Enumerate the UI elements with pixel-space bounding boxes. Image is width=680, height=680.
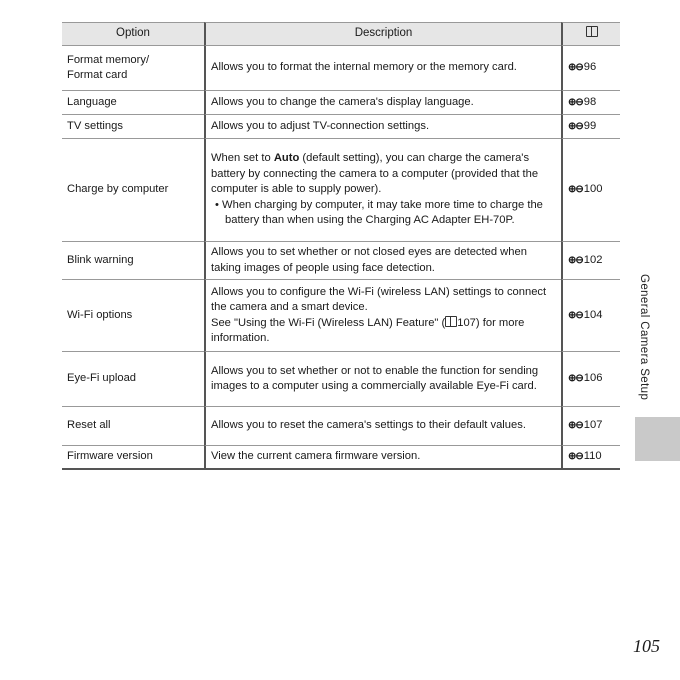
reference-section-icon: ⊕⊖: [568, 451, 583, 463]
table-header-row: [62, 22, 620, 46]
option-cell: Language: [62, 91, 204, 115]
option-cell: Format memory/ Format card: [62, 46, 204, 91]
description-cell: Allows you to set whether or not to enable the function for sending images to a computer using a commercially available Eye-Fi card.: [204, 352, 561, 407]
option-cell: Blink warning: [62, 242, 204, 280]
table-row: [62, 352, 620, 407]
option-cell: Firmware version: [67, 450, 153, 463]
table-row: [62, 139, 620, 242]
description-cell: Allows you to set whether or not closed eyes are detected when taking images of people using face detection.: [204, 242, 561, 280]
header-description: Description: [204, 22, 561, 46]
table-row: [62, 91, 620, 115]
option-cell: Reset all: [62, 407, 204, 446]
header-reference: [561, 22, 620, 46]
reference-cell: ⊕⊖99: [561, 115, 620, 139]
reference-cell: ⊕⊖100: [561, 139, 620, 242]
reference-cell: ⊕⊖110: [561, 446, 620, 468]
reference-section-icon: ⊕⊖: [568, 120, 583, 132]
reference-section-icon: ⊕⊖: [568, 62, 583, 74]
description-cell: Allows you to format the internal memory or the memory card.: [204, 46, 561, 91]
book-icon: [445, 316, 457, 327]
option-cell: Charge by computer: [62, 139, 204, 242]
reference-cell: ⊕⊖107: [561, 407, 620, 446]
reference-cell: ⊕⊖96: [561, 46, 620, 91]
reference-section-icon: ⊕⊖: [568, 309, 583, 321]
reference-section-icon: ⊕⊖: [568, 96, 583, 108]
reference-cell: ⊕⊖98: [561, 91, 620, 115]
book-icon: [586, 26, 598, 37]
reference-cell: ⊕⊖106: [561, 352, 620, 407]
table-row: [62, 115, 620, 139]
section-side-label: General Camera Setup: [638, 274, 650, 401]
reference-cell: ⊕⊖102: [561, 242, 620, 280]
header-option: Option: [62, 22, 204, 46]
reference-section-icon: ⊕⊖: [568, 254, 583, 266]
option-cell: Eye-Fi upload: [62, 352, 204, 407]
table-row: [62, 407, 620, 446]
table-row: [62, 280, 620, 352]
reference-cell: ⊕⊖104: [561, 280, 620, 352]
description-cell: Allows you to configure the Wi-Fi (wireless LAN) settings to connect the camera and a smart device. See "Using the Wi-Fi (Wireless LAN) Feature" ( 107) for more information.: [204, 280, 561, 352]
table-row: [62, 46, 620, 91]
reference-section-icon: ⊕⊖: [568, 184, 583, 196]
table-row: [62, 446, 620, 468]
reference-section-icon: ⊕⊖: [568, 373, 583, 385]
section-tab-marker: [635, 417, 680, 461]
option-cell: Wi-Fi options: [62, 280, 204, 352]
description-cell: Allows you to change the camera's display language.: [204, 91, 561, 115]
auto-setting-label: Auto: [273, 152, 300, 165]
reference-section-icon: ⊕⊖: [568, 420, 583, 432]
note-bullet: • When charging by computer, it may take more time to charge the battery than when using the Charging AC Adapter EH-70P.: [215, 198, 543, 227]
table-row: [62, 242, 620, 280]
page-number: 105: [633, 636, 660, 656]
description-cell: When set to Auto (default setting), you can charge the camera's battery by connecting the camera to a computer (provided that the computer is able to supply power). • When charging by computer, it may take more time to charge the battery than when using the Charging AC Adapter EH-70P.: [204, 139, 561, 242]
description-cell: Allows you to reset the camera's settings to their default values.: [204, 407, 561, 446]
settings-table: [62, 22, 620, 470]
description-cell: View the current camera firmware version.: [204, 446, 561, 468]
option-cell: TV settings: [62, 115, 204, 139]
description-cell: Allows you to adjust TV-connection settings.: [204, 115, 561, 139]
